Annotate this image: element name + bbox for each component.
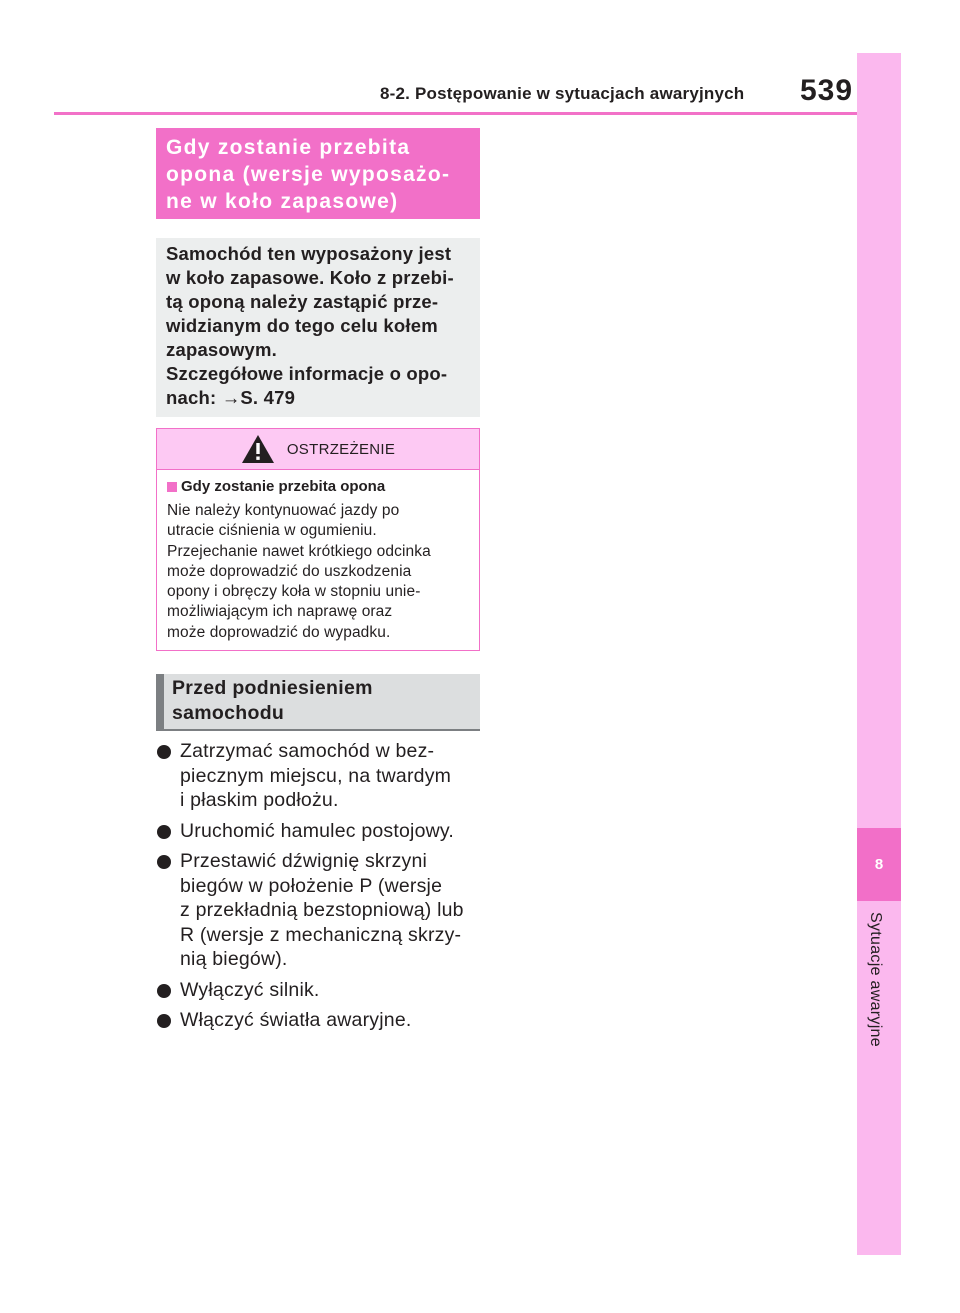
warning-text-line: utracie ciśnienia w ogumieniu. (167, 522, 377, 540)
intro-line: w koło zapasowe. Koło z przebi- (166, 267, 454, 288)
bullet-dot-icon (157, 984, 171, 998)
warning-triangle-icon (241, 434, 275, 464)
list-item-line: Zatrzymać samochód w bez- (180, 740, 435, 762)
warning-body (157, 470, 479, 643)
header-rule (54, 112, 857, 115)
list-item-line: z przekładnią bezstopniową) lub (180, 899, 464, 921)
square-bullet-icon (167, 482, 177, 492)
section-heading-before-lifting (156, 674, 480, 731)
warning-heading-text: Gdy zostanie przebita opona (181, 478, 386, 495)
list-item (156, 978, 480, 1003)
intro-line: zapasowym. (166, 339, 277, 360)
list-item-line: Włączyć światła awaryjne. (180, 1009, 412, 1031)
chapter-number-tab[interactable]: 8 (857, 828, 901, 901)
list-item-line: Uruchomić hamulec postojowy. (180, 819, 455, 842)
list-item-line: i płaskim podłożu. (180, 789, 339, 811)
side-tab-strip (857, 53, 901, 1255)
list-item-line: R (wersje z mechaniczną skrzy- (180, 923, 462, 946)
warning-text-line: możliwiającym ich naprawę oraz (167, 603, 393, 621)
reference-arrow-icon: → (221, 387, 241, 408)
warning-label: OSTRZEŻENIE (286, 440, 396, 458)
section-heading-line: opona (wersje wyposażo- (166, 163, 451, 186)
warning-text-line: może doprowadzić do uszkodzenia (167, 562, 412, 580)
intro-line: Samochód ten wyposażony jest (166, 243, 452, 264)
warning-text-line: Nie należy kontynuować jazdy po (167, 502, 400, 519)
warning-text-line: Przejechanie nawet krótkiego odcinka (167, 542, 431, 560)
intro-line: Szczegółowe informacje o opo- (166, 363, 448, 384)
page-number: 539 (800, 74, 854, 107)
list-item-line: piecznym miejscu, na twardym (180, 764, 452, 787)
section-heading-flat-tire (156, 128, 480, 219)
bullet-dot-icon (157, 745, 171, 759)
running-header: 8-2. Postępowanie w sytuacjach awaryjnych (380, 84, 745, 103)
list-item-line: Przestawić dźwignię skrzyni (180, 850, 428, 872)
list-item (156, 1008, 480, 1033)
chapter-label: Sytuacje awaryjne (867, 912, 884, 1047)
list-item (156, 739, 480, 813)
warning-heading (167, 478, 469, 495)
intro-line: widzianym do tego celu kołem (166, 315, 438, 336)
page-reference-link[interactable]: S. 479 (240, 387, 296, 408)
section-heading-line: Gdy zostanie przebita (166, 136, 411, 159)
section-heading-line: Przed podniesieniem (172, 677, 373, 699)
warning-header (157, 429, 479, 470)
bullet-dot-icon (157, 855, 171, 869)
steps-list (156, 739, 480, 1039)
list-item-line: Wyłączyć silnik. (180, 978, 320, 1001)
list-item (156, 819, 480, 844)
list-item-line: biegów w położenie P (wersje (180, 874, 443, 897)
bullet-dot-icon (157, 1014, 171, 1028)
list-item (156, 849, 480, 972)
list-item-line: nią biegów). (180, 948, 288, 970)
section-heading-line: samochodu (172, 702, 285, 724)
section-heading-line: ne w koło zapasowe) (166, 190, 399, 213)
reference-prefix: nach: (166, 387, 222, 408)
warning-text-line: opony i obręczy koła w stopniu unie- (167, 583, 421, 601)
intro-summary-box (156, 238, 480, 417)
bullet-dot-icon (157, 825, 171, 839)
intro-line: tą oponą należy zastąpić prze- (166, 291, 439, 312)
warning-box (156, 428, 480, 651)
intro-reference-line (166, 386, 470, 410)
warning-text-line: może doprowadzić do wypadku. (167, 623, 391, 641)
